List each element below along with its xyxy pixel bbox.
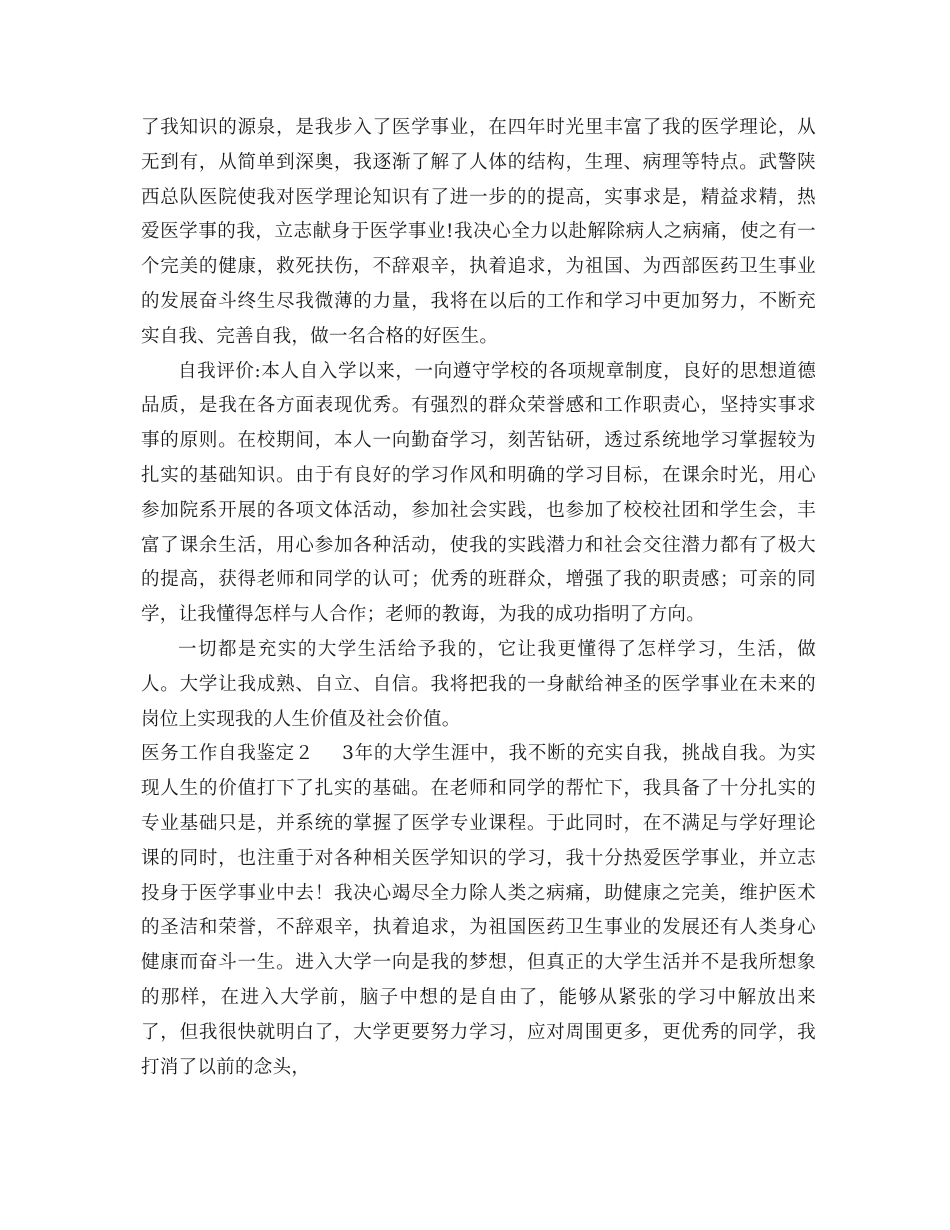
paragraph-self-evaluation: 自我评价:本人自入学以来，一向遵守学校的各项规章制度，良好的思想道德品质，是我在各方面表现优秀。有强烈的群众荣誉感和工作职责心，坚持实事求事的原则。在校期间，本人一向勤奋学习，刻苦钻研，透过系统地学习掌握较为扎实的基础知识。由于有良好的学习作风和明确的学习目标，在课余时光，用心参加院系开展的各项文体活动，参加社会实践，也参加了校校社团和学生会，丰富了课余生活，用心参加各种活动，使我的实践潜力和社会交往潜力都有了极大的提高，获得老师和同学的认可；优秀的班群众，增强了我的职责感；可亲的同学，让我懂得怎样与人合作；老师的教诲，为我的成功指明了方向。 <box>141 360 816 626</box>
paragraph-3: 一切都是充实的大学生活给予我的，它让我更懂得了怎样学习，生活，做人。大学让我成熟、自立、自信。我将把我的一身献给神圣的医学事业在未来的岗位上实现我的人生价值及社会价值。 <box>141 638 816 730</box>
section-heading: 医务工作自我鉴定２ <box>141 743 315 765</box>
document-body <box>141 111 816 1085</box>
section-paragraph <box>141 737 816 1085</box>
paragraph-1: 了我知识的源泉，是我步入了医学事业，在四年时光里丰富了我的医学理论，从无到有，从简单到深奥，我逐渐了解了人体的结构，生理、病理等特点。武警陕西总队医院使我对医学理论知识有了进一步的的提高，实事求是，精益求精，热爱医学事的我，立志献身于医学事业!我决心全力以赴解除病人之病痛，使之有一个完美的健康，救死扶伤，不辞艰辛，执着追求，为祖国、为西部医药卫生事业的发展奋斗终生尽我微薄的力量，我将在以后的工作和学习中更加努力，不断充实自我、完善自我，做一名合格的好医生。 <box>141 117 816 347</box>
section-text: 3年的大学生涯中，我不断的充实自我，挑战自我。为实现人生的价值打下了扎实的基础。在老师和同学的帮忙下，我具备了十分扎实的专业基础只是，并系统的掌握了医学专业课程。于此同时，在不满足与学好理论课的同时，也注重于对各种相关医学知识的学习，我十分热爱医学事业，并立志投身于医学事业中去！我决心竭尽全力除人类之病痛，助健康之完美，维护医术的圣洁和荣誉，不辞艰辛，执着追求，为祖国医药卫生事业的发展还有人类身心健康而奋斗一生。进入大学一向是我的梦想，但真正的大学生活并不是我所想象的那样，在进入大学前，脑子中想的是自由了，能够从紧张的学习中解放出来了，但我很快就明白了，大学更要努力学习，应对周围更多，更优秀的同学，我打消了以前的念头， <box>141 743 817 1078</box>
